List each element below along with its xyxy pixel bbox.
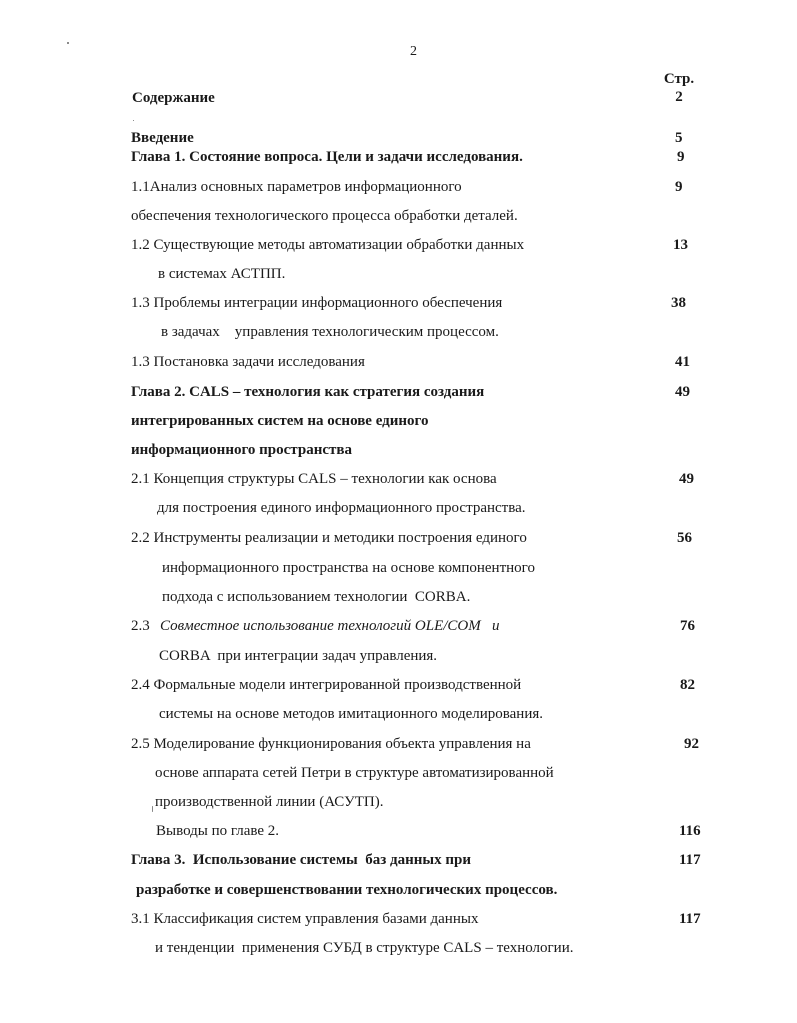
toc-entry-chapter-1: Глава 1. Состояние вопроса. Цели и задачи исследования. [131, 149, 523, 165]
pages-header-number: 2 [675, 89, 683, 105]
toc-page-2-4: 82 [680, 677, 695, 693]
toc-page-chapter-2-conclusions: 116 [679, 823, 701, 839]
toc-page-2-2: 56 [677, 530, 692, 546]
toc-entry-2-1-line1: 2.1 Концепция структуры CALS – технологии как основа [131, 471, 497, 487]
toc-entry-chapter-3-line2: разработке и совершенствовании технологических процессов. [136, 882, 558, 898]
contents-title: Содержание [132, 90, 215, 106]
toc-entry-2-4-line2: системы на основе методов имитационного моделирования. [159, 706, 544, 722]
toc-page-1-1: 9 [675, 179, 683, 195]
toc-entry-2-4-line1: 2.4 Формальные модели интегрированной производственной [131, 677, 522, 693]
toc-page-2-1: 49 [679, 471, 694, 487]
toc-page-2-5: 92 [684, 736, 699, 752]
toc-page-1-2: 13 [673, 237, 688, 253]
toc-page-3-1: 117 [679, 911, 701, 927]
toc-entry-2-2-line3: подхода с использованием технологии CORBA. [162, 589, 471, 605]
pages-column-header [656, 70, 702, 106]
scan-speck [133, 120, 134, 121]
toc-entry-1-3-line1: 1.3 Проблемы интеграции информационного обеспечения [131, 295, 503, 311]
toc-entry-1-3-problem: 1.3 Постановка задачи исследования [131, 354, 365, 370]
toc-entry-2-3-line2: CORBA при интеграции задач управления. [159, 648, 438, 664]
toc-entry-2-1-line2: для построения единого информационного пространства. [157, 500, 526, 516]
toc-entry-chapter-2-line1: Глава 2. CALS – технология как стратегия создания [131, 384, 485, 400]
toc-page-1-3-problem: 41 [675, 354, 690, 370]
toc-entry-1-2-line1: 1.2 Существующие методы автоматизации обработки данных [131, 237, 525, 253]
toc-entry-chapter-2-conclusions: Выводы по главе 2. [156, 823, 280, 839]
page-number: 2 [410, 44, 417, 59]
toc-entry-2-2-line2: информационного пространства на основе компонентного [162, 560, 535, 576]
toc-entry-chapter-3-line1: Глава 3. Использование системы баз данных при [131, 852, 471, 868]
toc-entry-2-5-line1: 2.5 Моделирование функционирования объекта управления на [131, 736, 531, 752]
toc-entry-1-3-line2: в задачах управления технологическим процессом. [161, 324, 499, 340]
toc-entry-chapter-2-line3: информационного пространства [131, 442, 352, 458]
toc-page-introduction: 5 [675, 130, 683, 146]
toc-page-chapter-3: 117 [679, 852, 701, 868]
toc-entry-2-2-line1: 2.2 Инструменты реализации и методики построения единого [131, 530, 527, 546]
toc-entry-2-5-line2: основе аппарата сетей Петри в структуре автоматизированной [155, 765, 554, 781]
scan-speck [152, 806, 153, 812]
toc-entry-2-3-number: 2.3 [131, 618, 150, 634]
toc-page-2-3: 76 [680, 618, 695, 634]
toc-entry-1-1-line2: обеспечения технологического процесса обработки деталей. [131, 208, 518, 224]
toc-entry-1-1-line1: 1.1Анализ основных параметров информационного [131, 179, 462, 195]
scan-speck [67, 42, 69, 44]
toc-entry-chapter-2-line2: интегрированных систем на основе единого [131, 413, 429, 429]
toc-page-1-3: 38 [671, 295, 686, 311]
toc-entry-3-1-line2: и тенденции применения СУБД в структуре CALS – технологии. [155, 940, 574, 956]
toc-page-chapter-2: 49 [675, 384, 690, 400]
toc-entry-3-1-line1: 3.1 Классификация систем управления базами данных [131, 911, 479, 927]
toc-entry-2-5-line3: производственной линии (АСУТП). [155, 794, 384, 810]
toc-entry-2-3-line1: Совместное использование технологий OLE/COM и [160, 618, 500, 634]
toc-page-chapter-1: 9 [677, 149, 685, 165]
toc-entry-1-2-line2: в системах АСТПП. [158, 266, 286, 282]
pages-header-label: Стр. [663, 71, 695, 87]
toc-entry-introduction: Введение [131, 130, 194, 146]
